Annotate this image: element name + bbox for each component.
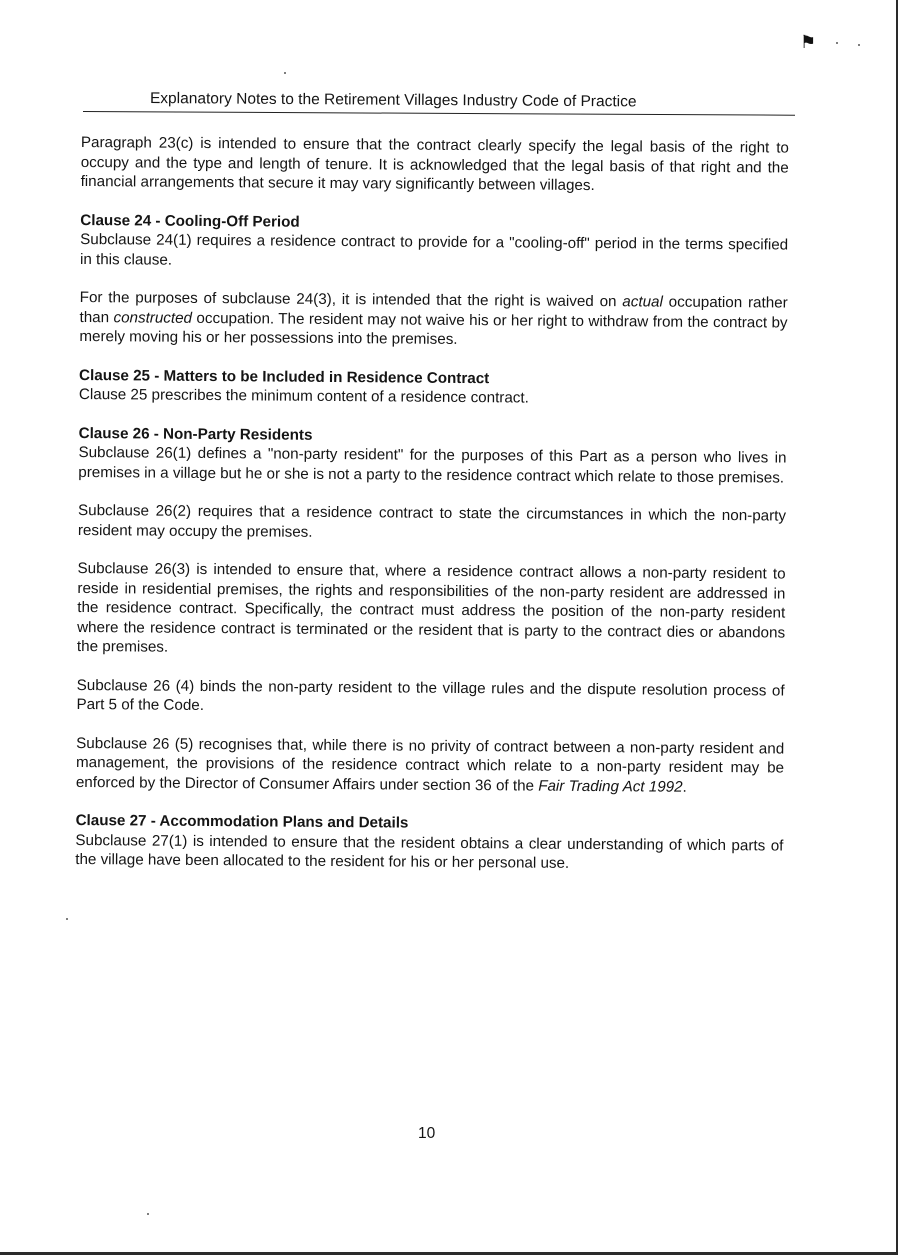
document-body (75, 133, 789, 894)
clause-24-section (79, 210, 788, 352)
scan-speck (147, 1213, 149, 1215)
clause-24-paragraph-1: Subclause 24(1) requires a residence contract to provide for a "cooling-off" period in the terms specified in this clause. (79, 230, 789, 269)
clause-25-paragraph-1: Clause 25 prescribes the minimum content of a residence contract. (78, 385, 529, 407)
scan-speck (284, 72, 286, 74)
text-run: occupation rather than (79, 293, 788, 326)
clause-27-heading: Clause 27 - Accommodation Plans and Details (75, 811, 409, 832)
clause-26-section (76, 423, 787, 797)
emphasis-actual: actual (622, 293, 663, 311)
text-run: Subclause 26 (5) recognises that, while there is no privity of contract between a non-party resident and management, the provisions of the residence contract which relate to a non-party resident may be enforced by the Director of Consumer Affairs under section 36 of the (75, 734, 785, 795)
clause-26-paragraph-3: Subclause 26(3) is intended to ensure that, where a residence contract allows a non-party resident to reside in residential premises, the rights and responsibilities of the non-party resident are addressed in the residence contract. Specifically, the contract must address the position of the non-party resident where the residence contract is terminated or the resident that is party to the contract dies or abandons the premises. (76, 559, 786, 656)
clause-26-paragraph-4: Subclause 26 (4) binds the non-party resident to the village rules and the dispute resolution process of Part 5 of the Code. (76, 676, 785, 714)
clause-26-heading: Clause 26 - Non-Party Residents (78, 424, 313, 444)
scan-speck (858, 44, 860, 46)
running-header: Explanatory Notes to the Retirement Villages Industry Code of Practice (149, 90, 637, 111)
clause-24-paragraph-2 (79, 288, 787, 352)
header-rule (83, 111, 795, 116)
text-run: . (682, 778, 687, 796)
clause-26-paragraph-1: Subclause 26(1) defines a "non-party resident" for the purposes of this Part as a person who lives in premises in a village but he or she is not a party to the residence contract which relate to those premises. (78, 443, 787, 487)
text-run: For the purposes of subclause 24(3), it is intended that the right is waived on (79, 288, 623, 311)
clause-25-section (79, 365, 787, 410)
emphasis-constructed: constructed (113, 308, 193, 327)
clause-24-heading: Clause 24 - Cooling-Off Period (80, 211, 300, 231)
scan-speck (836, 42, 838, 44)
clause-25-heading: Clause 25 - Matters to be Included in Residence Contract (79, 366, 490, 387)
text-run: occupation. The resident may not waive his or her right to withdraw from the contract by merely moving his or her possessions into the premises. (79, 309, 788, 348)
act-title: Fair Trading Act 1992 (538, 777, 683, 796)
page-number: 10 (418, 1125, 436, 1142)
clause-26-paragraph-2: Subclause 26(2) requires that a residence contract to state the circumstances in which the non-party resident may occupy the premises. (77, 501, 787, 541)
intro-paragraph: Paragraph 23(c) is intended to ensure that the contract clearly specify the legal basis of the right to occupy and the type and length of tenure. It is acknowledged that the legal basis of that right and the financial arrangements that secure it may vary significantly between villages. (80, 133, 789, 195)
clause-26-paragraph-5 (76, 733, 784, 797)
scan-speck (66, 918, 68, 920)
clause-27-section (75, 811, 783, 875)
clause-27-paragraph-1: Subclause 27(1) is intended to ensure that the resident obtains a clear understanding of which parts of the village have been allocated to the resident for his or her personal use. (75, 831, 784, 872)
staple-mark-icon: ⚑ (800, 32, 817, 52)
